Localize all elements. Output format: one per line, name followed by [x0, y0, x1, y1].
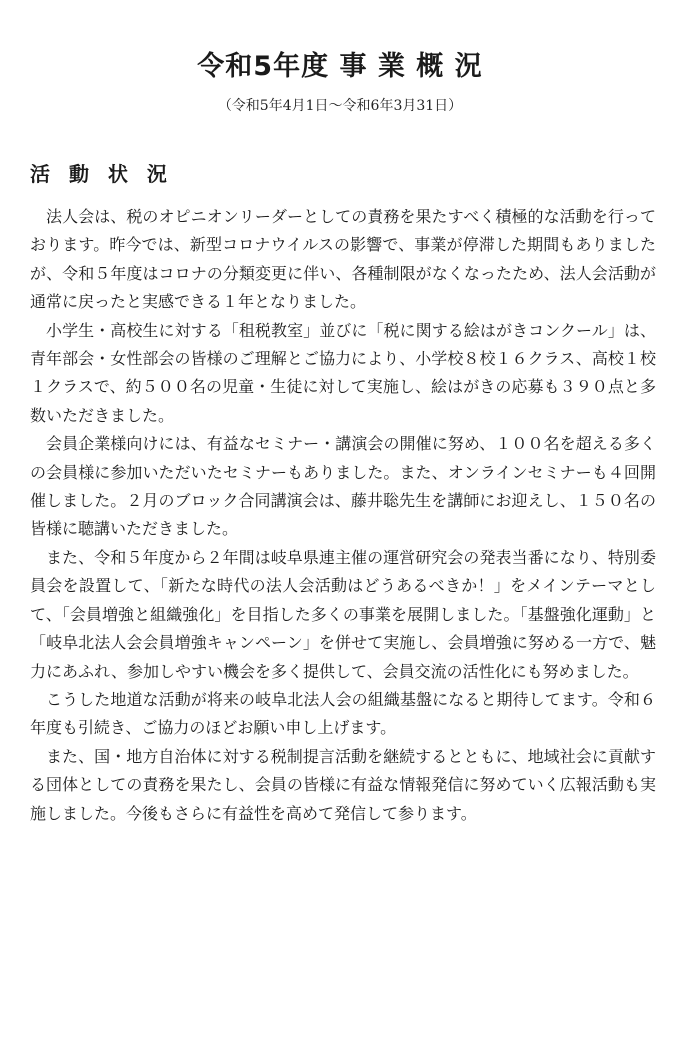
body-text [30, 203, 656, 828]
paragraph-seminars: 会員企業様向けには、有益なセミナー・講演会の開催に努め、１００名を超える多くの会員様に参加いただいたセミナーもありました。また、オンラインセミナーも４回開催しました。２月のブロック合同講演会は、藤井聡先生を講師にお迎えし、１５０名の皆様に聴講いただきました。 [30, 434, 656, 539]
fiscal-period: （令和5年4月1日～令和6年3月31日） [217, 98, 463, 114]
section-heading: 活 動 状 況 [30, 162, 173, 186]
page-title: 令和5年度 事 業 概 況 [197, 51, 483, 82]
paragraph-overview: 法人会は、税のオピニオンリーダーとしての責務を果たすべく積極的な活動を行っております。昨今では、新型コロナウイルスの影響で、事業が停滞した期間もありましたが、令和５年度はコロナの分類変更に伴い、各種制限がなくなったため、法人会活動が通常に戻ったと実感できる１年となりました。 [30, 207, 656, 312]
paragraph-membership: また、令和５年度から２年間は岐阜県連主催の運営研究会の発表当番になり、特別委員会を設置して、「新たな時代の法人会活動はどうあるべきか！」をメインテーマとして、「会員増強と組織強化」を目指した多くの事業を展開しました。「基盤強化運動」と「岐阜北法人会会員増強キャンペーン」を併せて実施し、会員増強に努める一方で、魅力にあふれ、参加しやすい機会を多く提供して、会員交流の活性化にも努めました。 [30, 547, 656, 681]
paragraph-outlook: こうした地道な活動が将来の岐阜北法人会の組織基盤になると期待してます。令和６年度も引続き、ご協力のほどお願い申し上げます。 [30, 689, 656, 738]
paragraph-public-relations: また、国・地方自治体に対する税制提言活動を継続するとともに、地域社会に貢献する団体としての責務を果たし、会員の皆様に有益な情報発信に努めていく広報活動も実施しました。今後もさらに有益性を高めて発信して参ります。 [30, 746, 656, 823]
paragraph-tax-education: 小学生・高校生に対する「租税教室」並びに「税に関する絵はがきコンクール」は、青年部会・女性部会の皆様のご理解とご協力により、小学校８校１６クラス、高校１校１クラスで、約５００名の児童・生徒に対して実施し、絵はがきの応募も３９０点と多数いただきました。 [30, 320, 656, 425]
